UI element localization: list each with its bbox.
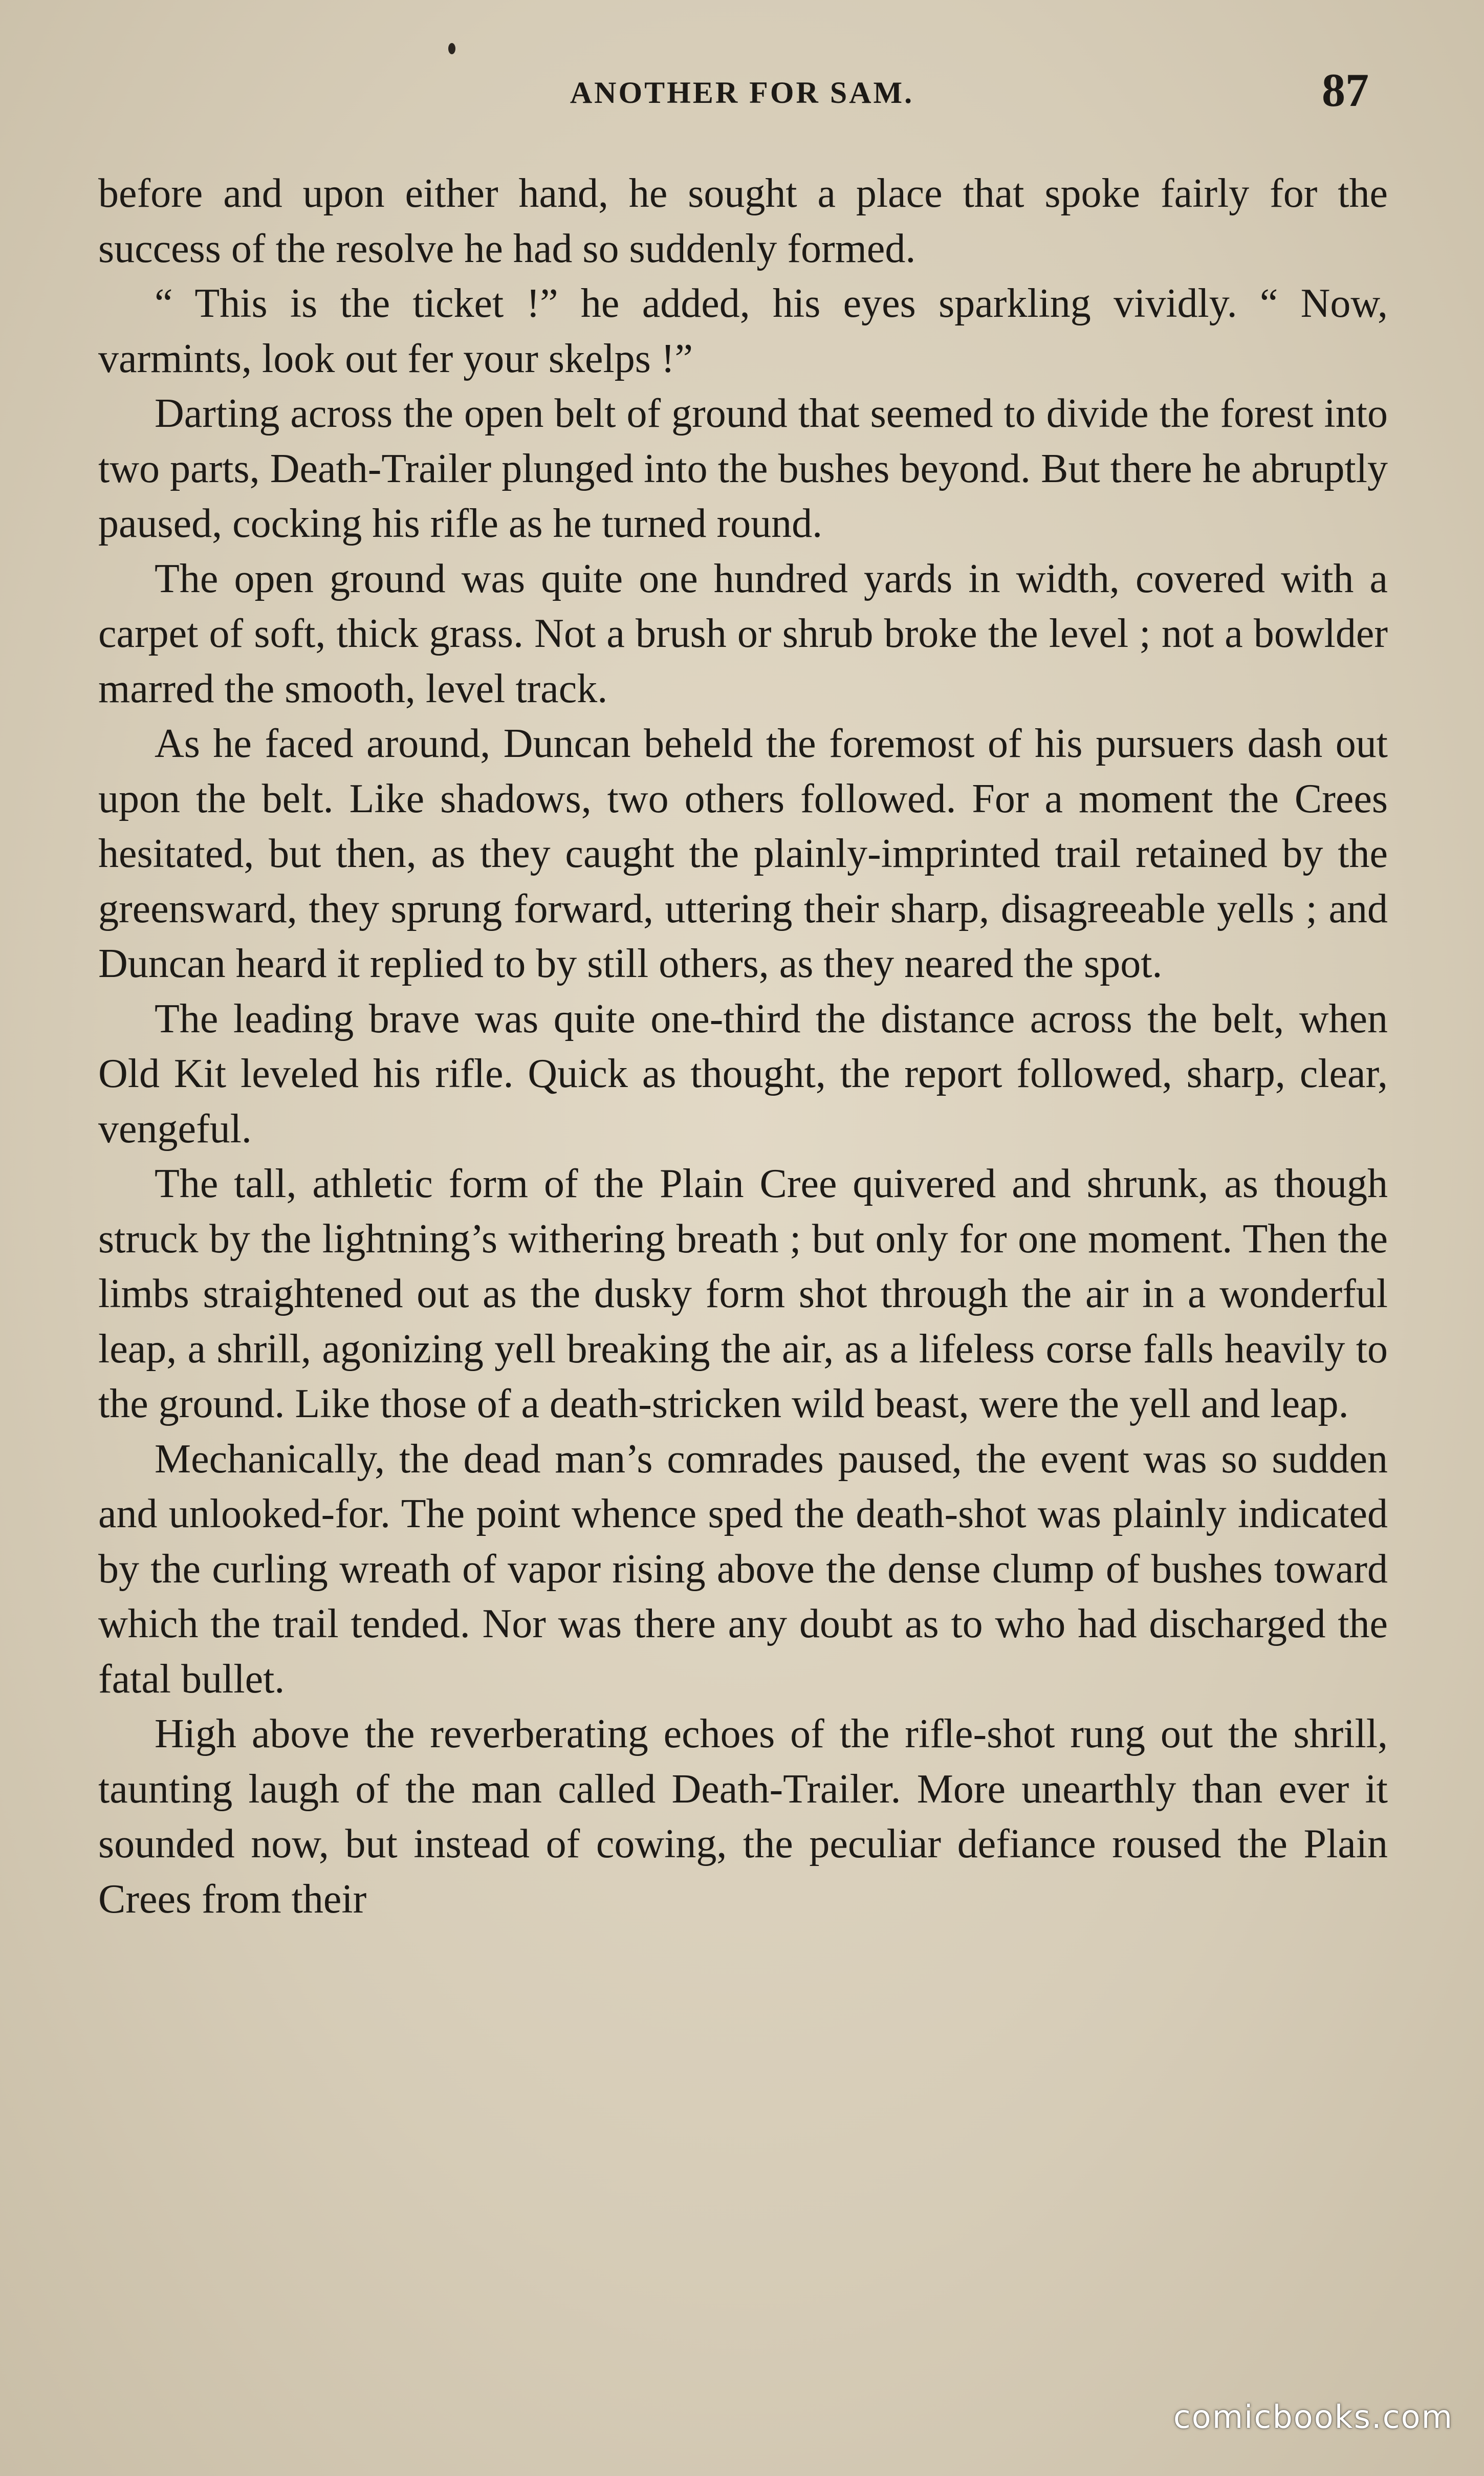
paragraph: Mechanically, the dead man’s comrades paused, the event was so sudden and unlooked-for. The point whence sped the death-shot was plainly indicated by the curling wreath of vapor rising above the dense clump of bushes toward which the trail tended. Nor was there any doubt as to who had discharged the fatal bullet. — [98, 1436, 1388, 1702]
paragraph: before and upon either hand, he sought a place that spoke fairly for the success of the resolve he had so suddenly formed. — [98, 171, 1388, 271]
paragraph: The tall, athletic form of the Plain Cree quivered and shrunk, as though struck by the lightning’s withering breath ; but only for one moment. Then the limbs straightened out as the dusky form shot through the air in a wonderful leap, a shrill, agonizing yell breaking the air, as a lifeless corse falls heavily to the ground. Like those of a death-stricken wild beast, were the yell and leap. — [98, 1161, 1388, 1426]
paragraph: The open ground was quite one hundred yards in width, covered with a carpet of soft, thick grass. Not a brush or shrub broke the level ; not a bowlder marred the smooth, level track. — [98, 556, 1388, 711]
paragraph: As he faced around, Duncan beheld the foremost of his pursuers dash out upon the belt. Like shadows, two others followed. For a moment the Crees hesitated, but then, as they caught the plainly-imprinted trail retained by the greensward, they sprung forward, uttering their sharp, disagreeable yells ; and Duncan heard it replied to by still others, as they neared the spot. — [98, 721, 1388, 986]
body-text — [98, 166, 1388, 1927]
running-title: ANOTHER FOR SAM. — [570, 76, 914, 110]
paragraph: “ This is the ticket !” he added, his eyes sparkling vividly. “ Now, varmints, look out fer your skelps !” — [98, 281, 1388, 381]
paragraph: High above the reverberating echoes of the rifle-shot rung out the shrill, taunting laugh of the man called Death-Trailer. More unearthly than ever it sounded now, but instead of cowing, the peculiar defiance roused the Plain Crees from their — [98, 1711, 1388, 1922]
running-head — [0, 64, 1484, 121]
page-number: 87 — [1322, 64, 1369, 116]
paragraph: Darting across the open belt of ground that seemed to divide the forest into two parts, Death-Trailer plunged into the bushes beyond. But there he abruptly paused, cocking his rifle as he turned round. — [98, 391, 1388, 546]
ink-speck — [448, 43, 455, 54]
watermark: comicbooks.com — [1173, 2398, 1453, 2436]
paragraph: The leading brave was quite one-third the distance across the belt, when Old Kit leveled his rifle. Quick as thought, the report followed, sharp, clear, vengeful. — [98, 996, 1388, 1152]
